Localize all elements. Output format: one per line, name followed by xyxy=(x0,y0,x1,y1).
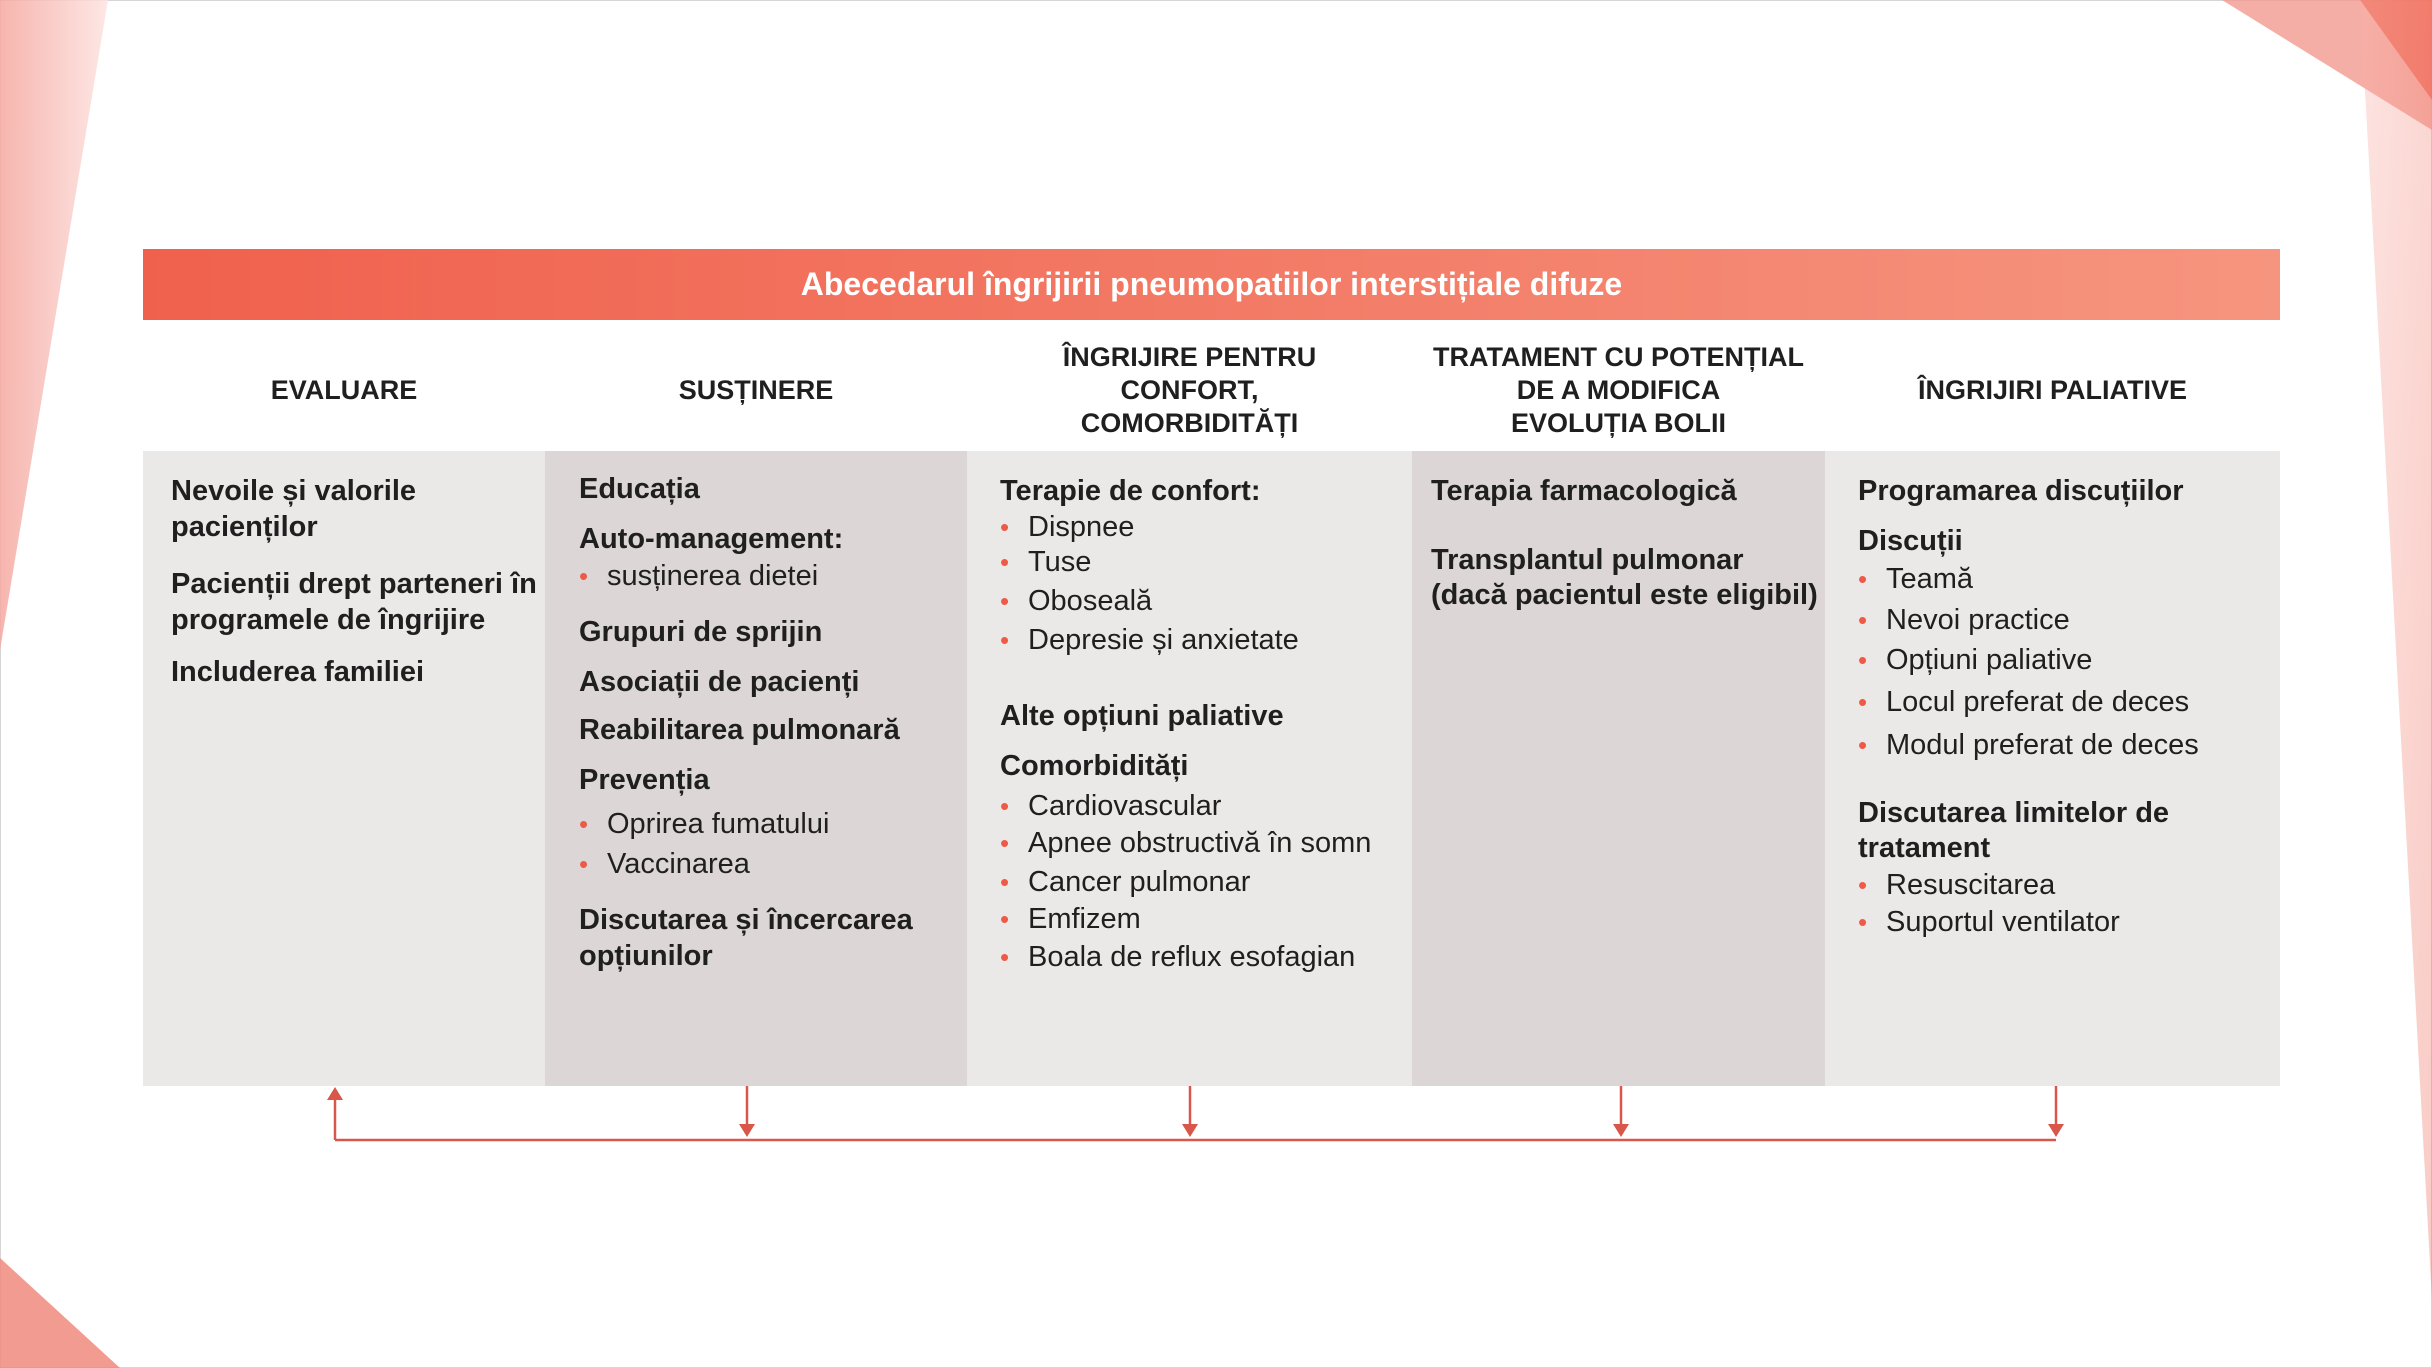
sustinere-bullet: • susținerea dietei xyxy=(579,559,818,594)
confort-bullet: • Tuse xyxy=(1000,545,1091,580)
evaluare-line: Pacienții drept parteneri în xyxy=(171,568,537,600)
tratament-line: Transplantul pulmonar xyxy=(1431,544,1744,576)
header-ingrijiri-paliative: ÎNGRIJIRI PALIATIVE xyxy=(1917,374,2188,405)
paliative-heading: Discuții xyxy=(1858,525,1963,557)
confort-bullet: • Depresie și anxietate xyxy=(1000,623,1299,658)
tratament-line: Terapia farmacologică xyxy=(1431,475,1737,507)
comorbiditati-bullet: • Cardiovascular xyxy=(1000,789,1221,824)
comorbiditati-bullet: • Boala de reflux esofagian xyxy=(1000,940,1355,975)
sustinere-heading: Prevenția xyxy=(579,764,710,796)
paliative-heading: tratament xyxy=(1858,832,1991,864)
confort-bullet: • Dispnee xyxy=(1000,510,1134,545)
sustinere-heading: opțiunilor xyxy=(579,940,713,972)
header-tratament: TRATAMENT CU POTENȚIAL DE A MODIFICA EVOLUȚIA BOLII xyxy=(1433,341,1804,438)
header-ingrijire-confort: ÎNGRIJIRE PENTRU CONFORT, COMORBIDITĂȚI xyxy=(1062,341,1317,438)
confort-heading: Alte opțiuni paliative xyxy=(1000,700,1284,732)
evaluare-line: pacienților xyxy=(171,511,318,543)
tratament-line: (dacă pacientul este eligibil) xyxy=(1431,579,1818,611)
paliative-bullet: • Modul preferat de deces xyxy=(1858,728,2199,763)
paliative-heading: Discutarea limitelor de xyxy=(1858,797,2170,829)
confort-bullet: • Oboseală xyxy=(1000,584,1152,619)
paliative-bullet: • Opțiuni paliative xyxy=(1858,643,2092,678)
confort-heading: Terapie de confort: xyxy=(1000,475,1261,507)
comorbiditati-bullet: • Apnee obstructivă în somn xyxy=(1000,826,1371,861)
sustinere-heading: Discutarea și încercarea xyxy=(579,904,913,936)
comorbiditati-bullet: • Emfizem xyxy=(1000,902,1141,937)
paliative-bullet: • Nevoi practice xyxy=(1858,603,2070,638)
sustinere-heading: Grupuri de sprijin xyxy=(579,616,823,648)
paliative-bullet: • Teamă xyxy=(1858,562,1973,597)
sustinere-heading: Reabilitarea pulmonară xyxy=(579,714,900,746)
header-sustinere: SUSȚINERE xyxy=(678,374,834,405)
paliative-heading: Programarea discuțiilor xyxy=(1858,475,2184,507)
sustinere-bullet: • Vaccinarea xyxy=(579,847,750,882)
diagram-title: Abecedarul îngrijirii pneumopatiilor interstițiale difuze xyxy=(143,249,2280,320)
sustinere-bullet: • Oprirea fumatului xyxy=(579,807,829,842)
sustinere-heading: Auto-management: xyxy=(579,523,844,555)
sustinere-heading: Asociații de pacienți xyxy=(579,666,860,698)
evaluare-line: Includerea familiei xyxy=(171,656,425,688)
sustinere-heading: Educația xyxy=(579,473,700,505)
paliative-bullet: • Resuscitarea xyxy=(1858,868,2055,903)
paliative-bullet: • Suportul ventilator xyxy=(1858,905,2120,940)
confort-heading: Comorbidități xyxy=(1000,750,1189,782)
paliative-bullet: • Locul preferat de deces xyxy=(1858,685,2189,720)
evaluare-line: programele de îngrijire xyxy=(171,604,486,636)
evaluare-line: Nevoile și valorile xyxy=(171,475,417,507)
header-evaluare: EVALUARE xyxy=(270,374,418,405)
comorbiditati-bullet: • Cancer pulmonar xyxy=(1000,865,1250,900)
